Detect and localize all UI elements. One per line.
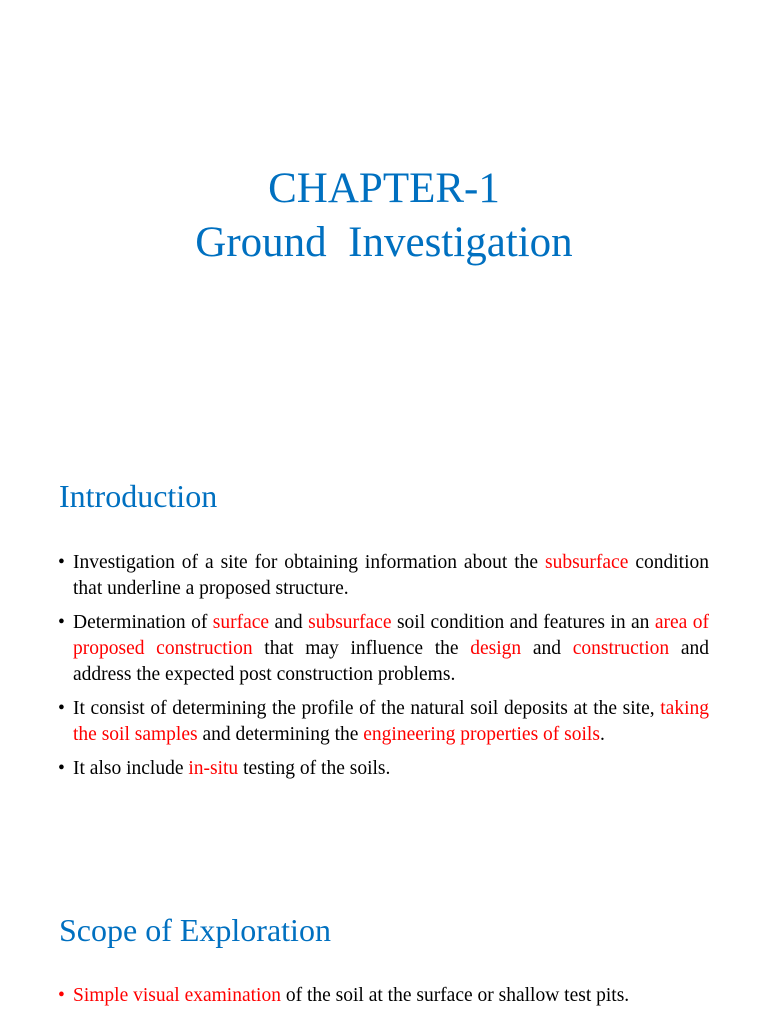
text-run: that may influence the [252,638,471,659]
text-run: condition that underline a proposed structure. [73,552,709,599]
text-run: and [521,638,573,659]
highlighted-term: construction [572,638,670,659]
text-run: Investigation of a site for obtaining information about the [73,552,545,573]
highlighted-term: Simple visual examination [73,985,281,1006]
bullet-icon: • [58,758,65,779]
bullet-icon: • [58,612,65,633]
text-run: of the soil at the surface or shallow test pits. [280,985,630,1006]
text-run: and determining the [197,724,364,745]
list-item [58,696,709,748]
text-run: . [599,724,605,745]
bullet-icon: • [58,985,65,1006]
highlighted-term: in-situ [188,758,239,779]
list-item [58,550,709,602]
introduction-heading: Introduction [59,478,218,514]
chapter-number: CHAPTER-1 [268,165,500,212]
list-item [58,756,709,782]
text-run: It also include [73,758,189,779]
highlighted-term: subsurface [308,612,392,633]
highlighted-term: surface [212,612,270,633]
chapter-name: Ground Investigation [195,219,573,266]
highlighted-term: area of proposed construction [73,612,710,659]
bullet-icon: • [58,552,65,573]
text-run: and [269,612,309,633]
scope-list [58,983,709,1017]
highlighted-term: taking the soil samples [73,698,709,745]
list-item [58,610,709,688]
text-run: and address the expected post construction problems. [73,638,710,685]
highlighted-term: subsurface [544,552,629,573]
text-run: testing of the soils. [238,758,391,779]
text-run: It consist of determining the profile of the natural soil deposits at the site, [73,698,661,719]
scope-heading: Scope of Exploration [59,912,331,948]
text-run: soil condition and features in an [391,612,655,633]
bullet-icon: • [58,698,65,719]
text-run: Determination of [73,612,213,633]
chapter-title [0,162,768,270]
highlighted-term: design [470,638,522,659]
highlighted-term: engineering properties of soils [363,724,600,745]
introduction-list [58,550,709,790]
list-item [58,983,709,1009]
